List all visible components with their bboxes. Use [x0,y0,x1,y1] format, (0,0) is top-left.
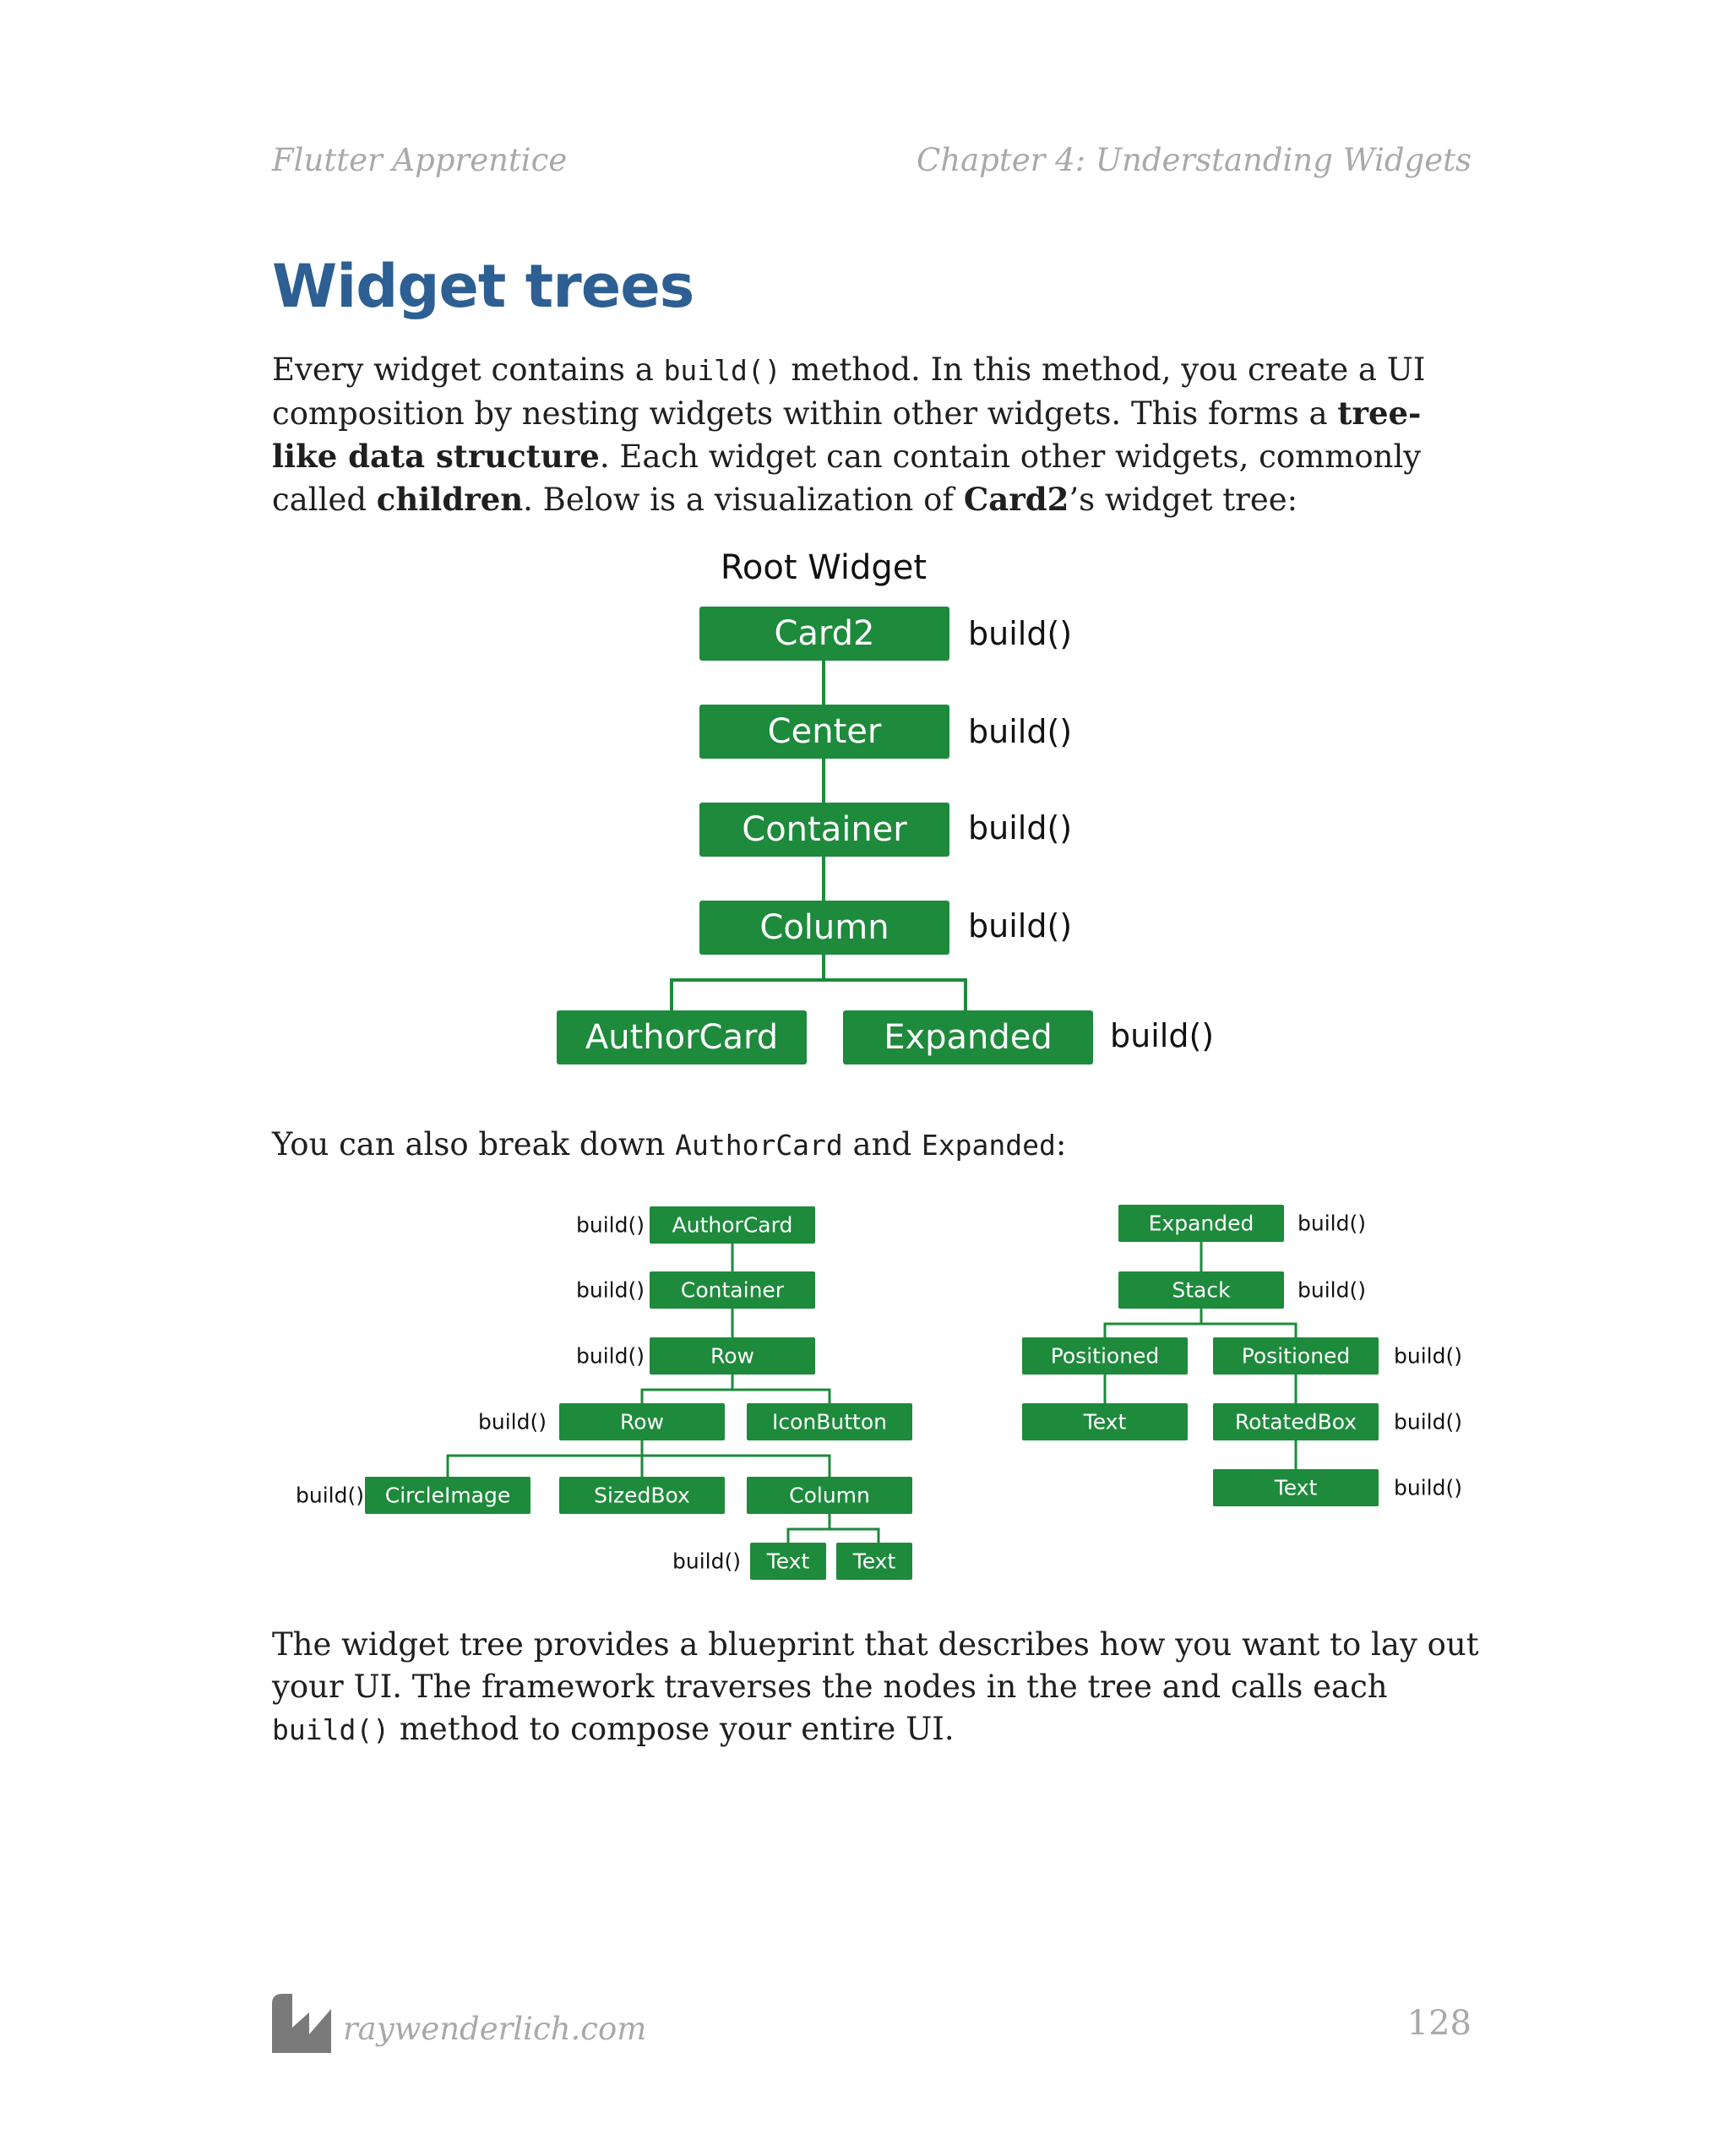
node-text [836,1543,912,1580]
intro-text-2: method. In this method, you create a UI composition by nesting widgets within other widgets. This forms a [272,351,1426,432]
node-text [750,1543,826,1580]
build-label: build() [968,809,1073,847]
running-header-book-title: Flutter Apprentice [272,142,568,178]
tree2-build-labels [296,1213,741,1574]
build-label: build() [672,1549,741,1574]
svg-text:Positioned: Positioned [1241,1343,1351,1369]
node-container [650,1271,815,1309]
node-authorcard [650,1206,815,1244]
build-label: build() [576,1343,645,1369]
svg-text:Column: Column [789,1483,870,1508]
svg-text:Expanded: Expanded [884,1018,1053,1057]
build-label: build() [296,1483,364,1508]
svg-text:Container: Container [680,1277,785,1303]
node-row [559,1403,725,1440]
section-title: Widget trees [272,252,694,321]
breakdown-text-1: You can also break down [272,1126,676,1162]
svg-text:RotatedBox: RotatedBox [1234,1409,1357,1435]
svg-text:Container: Container [742,810,907,849]
build-label: build() [968,615,1073,652]
intro-bold-tree: tree-like data structure [272,395,1422,475]
svg-text:SizedBox: SizedBox [594,1483,690,1508]
svg-text:Text: Text [852,1549,896,1574]
card2-widget-tree [557,548,1214,1064]
intro-bold-card2: Card2 [963,481,1069,518]
intro-text-4: . Below is a visualization of [523,482,964,518]
svg-text:Text: Text [766,1549,810,1574]
node-authorcard [557,1010,807,1064]
build-label: build() [968,713,1073,750]
node-card2 [699,607,949,661]
node-column [747,1477,912,1514]
intro-text-5: ’s widget tree: [1069,482,1298,518]
svg-text:Text: Text [1274,1475,1318,1500]
build-label: build() [1394,1409,1462,1435]
svg-text:Expanded: Expanded [1148,1211,1254,1236]
svg-text:AuthorCard: AuthorCard [585,1018,779,1057]
node-rotatedbox [1213,1403,1379,1440]
build-label: build() [968,907,1073,945]
intro-code-build: build() [663,354,781,387]
build-label: build() [576,1277,645,1303]
svg-text:AuthorCard: AuthorCard [672,1212,793,1238]
svg-text:Text: Text [1083,1409,1127,1435]
breakdown-text-3: : [1055,1126,1067,1162]
svg-text:Center: Center [767,712,882,751]
node-text [1022,1403,1188,1440]
node-text [1213,1469,1379,1506]
node-column [699,901,949,955]
raywenderlich-logo-icon [272,1994,331,2053]
intro-bold-children: children [376,481,524,518]
authorcard-widget-tree [296,1206,912,1580]
build-label: build() [478,1409,547,1435]
expanded-widget-tree [1022,1205,1462,1506]
breakdown-text-2: and [842,1126,922,1162]
closing-code-build: build() [272,1713,390,1746]
node-stack [1118,1271,1284,1309]
node-row [650,1337,815,1375]
build-label: build() [1394,1475,1462,1500]
breakdown-code-authorcard: AuthorCard [675,1129,843,1162]
tree1-build-labels [968,615,1214,1054]
build-label: build() [1110,1017,1215,1054]
svg-text:Card2: Card2 [774,614,875,653]
svg-text:Positioned: Positioned [1050,1343,1160,1369]
page-number: 128 [1406,2004,1472,2043]
node-circleimage [365,1477,530,1514]
node-center [699,705,949,759]
node-positioned [1213,1337,1379,1375]
node-expanded [1118,1205,1284,1242]
edge-column-authorcard [672,955,824,1010]
svg-text:Column: Column [759,908,889,947]
footer-site: raywenderlich.com [343,2011,647,2047]
build-label: build() [1394,1343,1462,1369]
node-positioned [1022,1337,1188,1375]
intro-text-3: . Each widget can contain other widgets, commonly called [272,438,1422,518]
running-header-chapter-title: Chapter 4: Understanding Widgets [916,142,1472,178]
build-label: build() [1298,1277,1366,1303]
build-label: build() [576,1212,645,1238]
node-sizedbox [559,1477,725,1514]
build-label: build() [1298,1211,1366,1236]
root-widget-label: Root Widget [720,548,928,587]
svg-text:Stack: Stack [1172,1277,1231,1303]
edge-column-expanded [824,980,966,1010]
node-container [699,803,949,857]
svg-text:CircleImage: CircleImage [384,1483,511,1508]
svg-text:Row: Row [620,1409,664,1435]
intro-text-1: Every widget contains a [272,351,664,388]
svg-text:IconButton: IconButton [772,1409,887,1435]
breakdown-code-expanded: Expanded [921,1129,1056,1162]
svg-text:Row: Row [710,1343,754,1369]
node-expanded [843,1010,1093,1064]
closing-text-2: method to compose your entire UI. [389,1711,955,1747]
closing-text-1: The widget tree provides a blueprint that describes how you want to lay out your UI. The framework traverses the nodes in the tree and calls each [272,1626,1479,1705]
node-iconbutton [747,1403,912,1440]
